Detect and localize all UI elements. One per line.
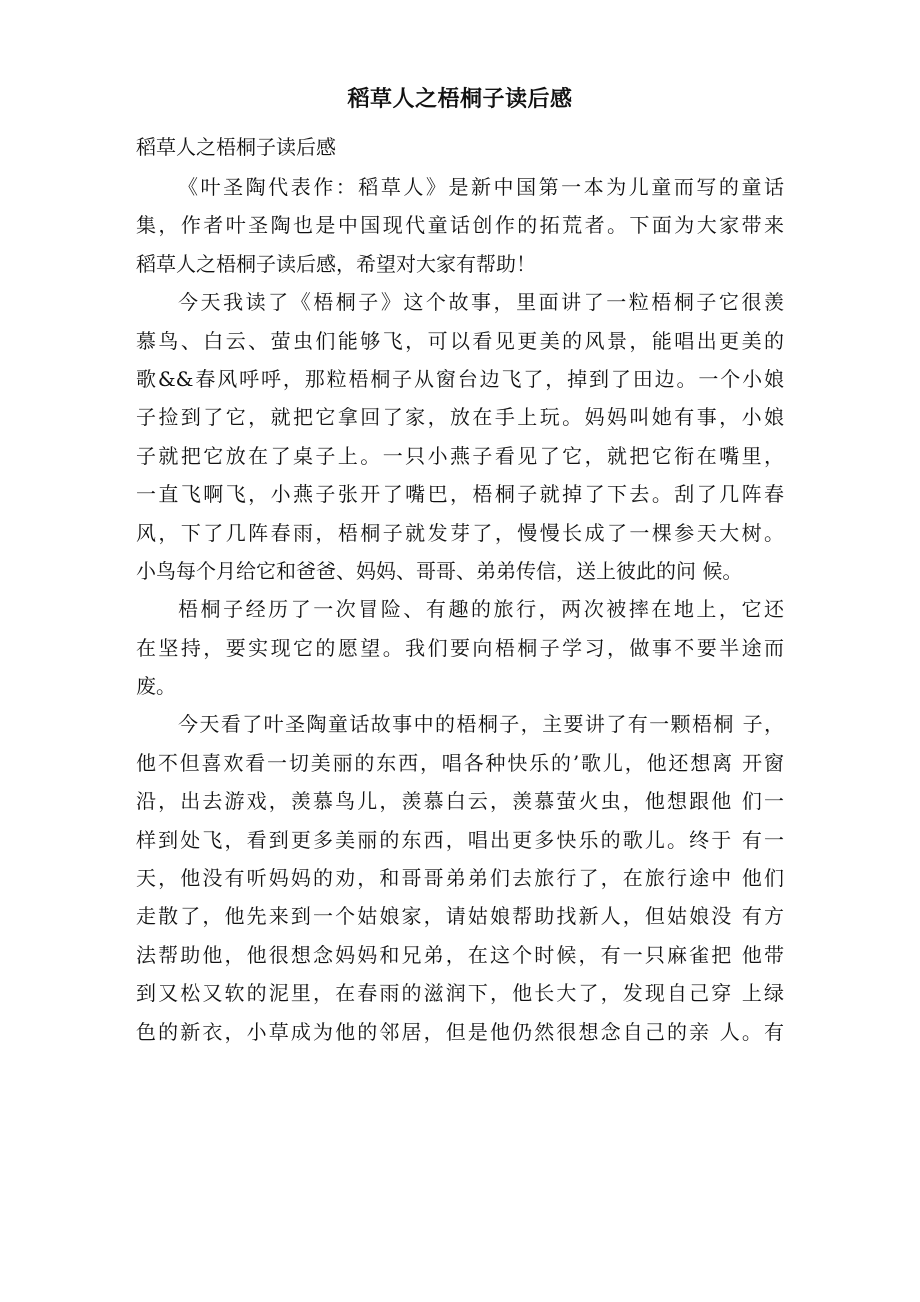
paragraph-story [136,283,784,590]
text-line: 法帮助他，他很想念妈妈和兄弟，在这个时候，有一只麻雀把 他带 [136,942,784,967]
document-title: 稻草人之梧桐子读后感 [347,86,573,112]
text-line: 风，下了几阵春雨，梧桐子就发芽了，慢慢长成了一棵参天大树。 [136,520,784,545]
document-body [136,130,784,1051]
text-line: 今天我读了《梧桐子》这个故事，里面讲了一粒梧桐子它很羡 [178,290,784,315]
text-line: 在坚持，要实现它的愿望。我们要向梧桐子学习，做事不要半途而 [136,635,784,660]
text-line: 《叶圣陶代表作：稻草人》是新中国第一本为儿童而写的童话 [178,175,784,199]
text-line: 小鸟每个月给它和爸爸、妈妈、哥哥、弟弟传信，送上彼此的问 候。 [136,558,743,583]
text-line: 子捡到了它，就把它拿回了家，放在手上玩。妈妈叫她有事，小娘 [136,405,784,430]
text-line: 沿，出去游戏，羡慕鸟儿，羡慕白云，羡慕萤火虫，他想跟他 们一 [136,789,784,814]
text-line: 样到处飞，看到更多美丽的东西，唱出更多快乐的歌儿。终于 有一 [136,827,784,852]
text-line: 歌&&春风呼呼，那粒梧桐子从窗台边飞了，掉到了田边。一个小娘 [136,366,784,391]
paragraph-second-reading [136,705,784,1051]
text-line: 色的新衣，小草成为他的邻居，但是他仍然很想念自己的亲 人。有 [136,1019,784,1044]
text-line: 到又松又软的泥里，在春雨的滋润下，他长大了，发现自己穿 上绿 [136,981,784,1006]
text-line: 天，他没有听妈妈的劝，和哥哥弟弟们去旅行了，在旅行途中 他们 [136,866,784,891]
paragraph-intro [136,168,784,283]
text-line: 稻草人之梧桐子读后感，希望对大家有帮助！ [136,251,536,276]
text-line: 他不但喜欢看一切美丽的东西，唱各种快乐的’歌儿，他还想离 开窗 [136,750,784,775]
text-line: 慕鸟、白云、萤虫们能够飞，可以看见更美的风景，能唱出更美的 [136,328,784,353]
text-line: 一直飞啊飞，小燕子张开了嘴巴，梧桐子就掉了下去。刮了几阵春 [136,482,784,507]
document-subtitle: 稻草人之梧桐子读后感 [136,135,336,159]
text-line: 废。 [136,674,176,699]
text-line: 子就把它放在了桌子上。一只小燕子看见了它，就把它衔在嘴里， [136,443,784,468]
text-line: 梧桐子经历了一次冒险、有趣的旅行，两次被摔在地上，它还 [178,597,784,622]
text-line: 今天看了叶圣陶童话故事中的梧桐子，主要讲了有一颗梧桐 子， [178,712,784,737]
text-line: 走散了，他先来到一个姑娘家，请姑娘帮助找新人，但姑娘没 有方 [136,904,784,929]
paragraph-lesson [136,590,784,705]
text-line: 集，作者叶圣陶也是中国现代童话创作的拓荒者。下面为大家带来 [136,213,784,238]
